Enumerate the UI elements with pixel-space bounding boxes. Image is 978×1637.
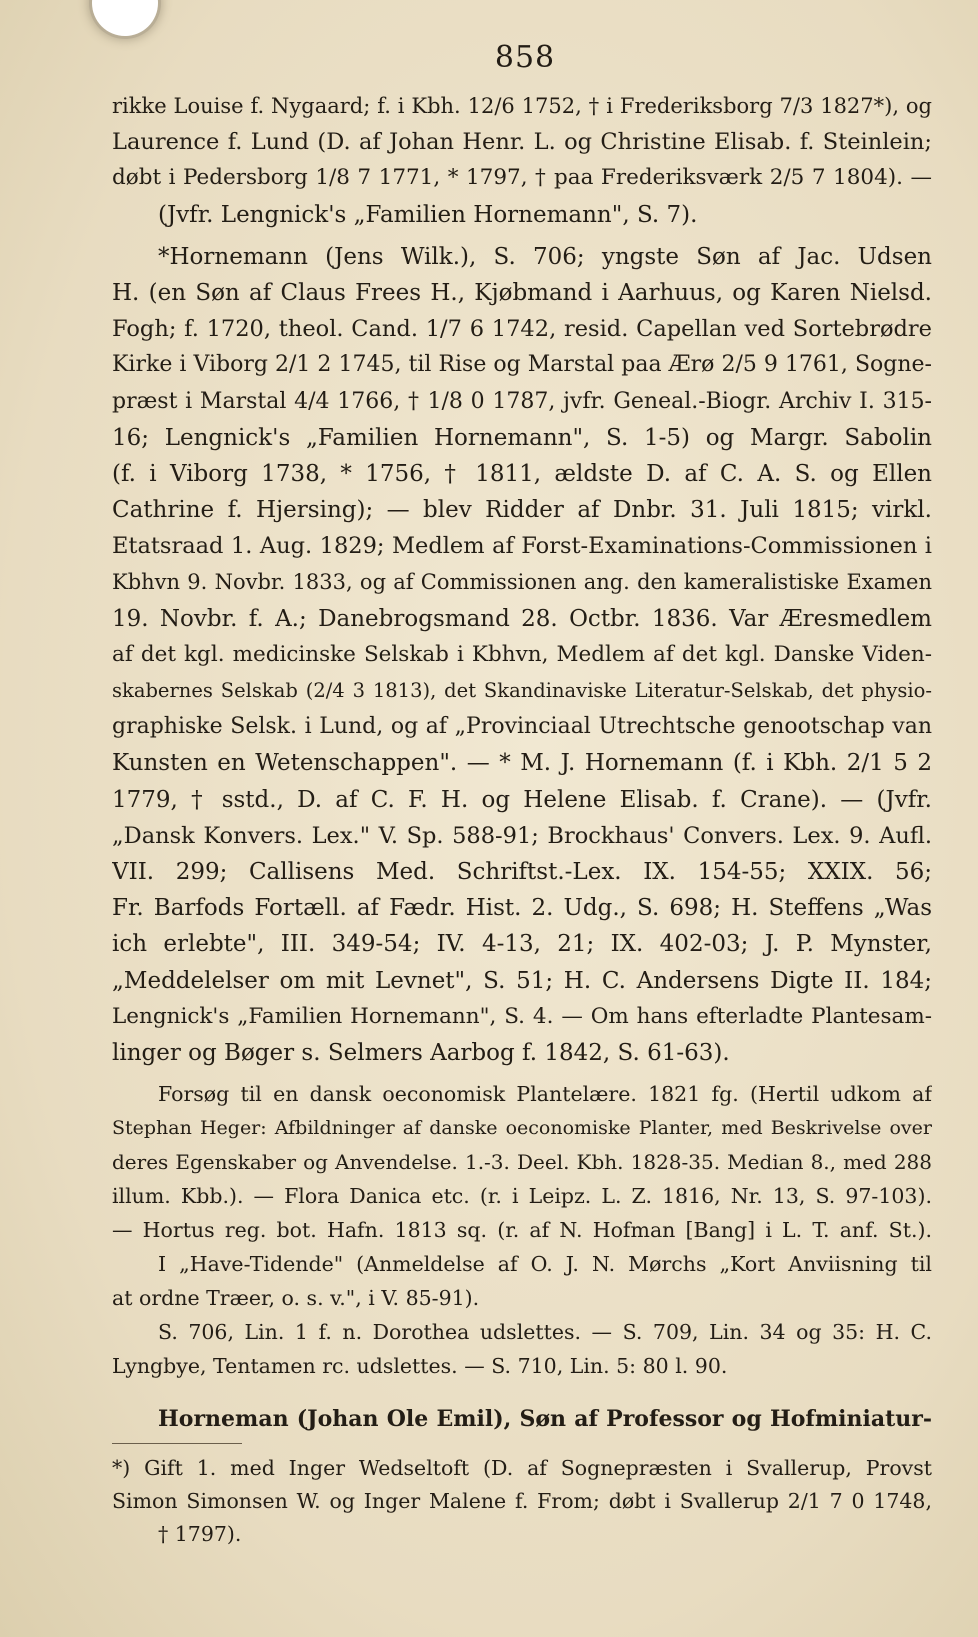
text-line: „Meddelelser om mit Levnet", S. 51; H. C. Andersens Digte II. 184; [112, 967, 932, 994]
text-line: skabernes Selskab (2/4 3 1813), det Skandinaviske Literatur-Selskab, det physio- [112, 679, 932, 702]
text-line: døbt i Pedersborg 1/8 7 1771, * 1797, † paa Frederiksværk 2/5 7 1804). — [112, 165, 932, 191]
page-number: 858 [494, 40, 556, 75]
entry-heading-line: *Hornemann (Jens Wilk.), S. 706; yngste Søn af Jac. Udsen [158, 243, 932, 270]
text-line: VII. 299; Callisens Med. Schriftst.-Lex. IX. 154-55; XXIX. 56; [112, 858, 932, 885]
text-line: Cathrine f. Hjersing); — blev Ridder af Dnbr. 31. Juli 1815; virkl. [112, 497, 932, 524]
text-line: Etatsraad 1. Aug. 1829; Medlem af Forst-Examinations-Commissionen i [112, 533, 932, 560]
text-line: præst i Marstal 4/4 1766, † 1/8 0 1787, jvfr. Geneal.-Biogr. Archiv I. 315- [112, 388, 932, 414]
footnote-line: *) Gift 1. med Inger Wedseltoft (D. af Sognepræsten i Svallerup, Provst [112, 1456, 932, 1481]
text-line: Fr. Barfods Fortæll. af Fædr. Hist. 2. Udg., S. 698; H. Steffens „Was [112, 895, 932, 922]
text-line: linger og Bøger s. Selmers Aarbog f. 1842, S. 61-63). [112, 1039, 730, 1066]
bibliography-line: I „Have-Tidende" (Anmeldelse af O. J. N. Mørchs „Kort Anviisning til [158, 1252, 932, 1277]
text-line: Kunsten en Wetenschappen". — * M. J. Hornemann (f. i Kbh. 2/1 5 2 [112, 750, 932, 777]
footnote-line: † 1797). [158, 1522, 242, 1547]
bibliography-line: deres Egenskaber og Anvendelse. 1.-3. Deel. Kbh. 1828-35. Median 8., med 288 [112, 1150, 932, 1175]
bibliography-line: illum. Kbb.). — Flora Danica etc. (r. i Leipz. L. Z. 1816, Nr. 13, S. 97-103). [112, 1184, 932, 1209]
text-line: rikke Louise f. Nygaard; f. i Kbh. 12/6 1752, † i Frederiksborg 7/3 1827*), og [112, 94, 932, 118]
bibliography-line: — Hortus reg. bot. Hafn. 1813 sq. (r. af N. Hofman [Bang] i L. T. anf. St.). [112, 1218, 932, 1243]
text-line: 19. Novbr. f. A.; Danebrogsmand 28. Octbr. 1836. Var Æresmedlem [112, 605, 932, 632]
footnote-rule [112, 1443, 242, 1444]
text-line: ich erlebte", III. 349-54; IV. 4-13, 21; IX. 402-03; J. P. Mynster, [112, 931, 932, 958]
correction-line: S. 706, Lin. 1 f. n. Dorothea udslettes. — S. 709, Lin. 34 og 35: H. C. [158, 1320, 932, 1345]
text-line: (f. i Viborg 1738, * 1756, † 1811, ældste D. af C. A. S. og Ellen [112, 460, 932, 487]
text-line: „Dansk Konvers. Lex." V. Sp. 588-91; Brockhaus' Convers. Lex. 9. Aufl. [112, 822, 932, 849]
footnote-line: Simon Simonsen W. og Inger Malene f. From; døbt i Svallerup 2/1 7 0 1748, [112, 1489, 932, 1514]
page-corner-punch-hole [92, 0, 158, 36]
text-line: 16; Lengnick's „Familien Hornemann", S. 1-5) og Margr. Sabolin [112, 424, 932, 451]
bibliography-line: Forsøg til en dansk oeconomisk Plantelære. 1821 fg. (Hertil udkom af [158, 1082, 932, 1107]
text-line: H. (en Søn af Claus Frees H., Kjøbmand i Aarhuus, og Karen Nielsd. [112, 279, 932, 306]
correction-line: Lyngbye, Tentamen rc. udslettes. — S. 710, Lin. 5: 80 l. 90. [112, 1354, 728, 1379]
text-line: (Jvfr. Lengnick's „Familien Hornemann", S. 7). [158, 201, 698, 228]
footnote [112, 1452, 932, 1551]
text-line: Fogh; f. 1720, theol. Cand. 1/7 6 1742, resid. Capellan ved Sortebrødre [112, 316, 932, 343]
text-line: Lengnick's „Familien Hornemann", S. 4. — Om hans efterladte Plantesam- [112, 1003, 932, 1029]
text-line: Laurence f. Lund (D. af Johan Henr. L. og Christine Elisab. f. Steinlein; [112, 129, 932, 156]
text-line: Kbhvn 9. Novbr. 1833, og af Commissionen ang. den kameralistiske Examen [112, 570, 932, 595]
text-line: af det kgl. medicinske Selskab i Kbhvn, Medlem af det kgl. Danske Viden- [112, 641, 932, 667]
bibliography-line: Stephan Heger: Afbildninger af danske oeconomiske Planter, med Beskrivelse over [112, 1117, 932, 1140]
text-line: 1779, † sstd., D. af C. F. H. og Helene Elisab. f. Crane). — (Jvfr. [112, 786, 932, 813]
page-body [112, 88, 932, 1551]
bibliography-line: at ordne Træer, o. s. v.", i V. 85-91). [112, 1286, 480, 1311]
text-line: Kirke i Viborg 2/1 2 1745, til Rise og Marstal paa Ærø 2/5 9 1761, Sogne- [112, 352, 932, 378]
entry-heading-line: Horneman (Johan Ole Emil), Søn af Professor og Hofminiatur- [158, 1406, 932, 1433]
text-line: graphiske Selsk. i Lund, og af „Provinciaal Utrechtsche genootschap van [112, 714, 932, 740]
